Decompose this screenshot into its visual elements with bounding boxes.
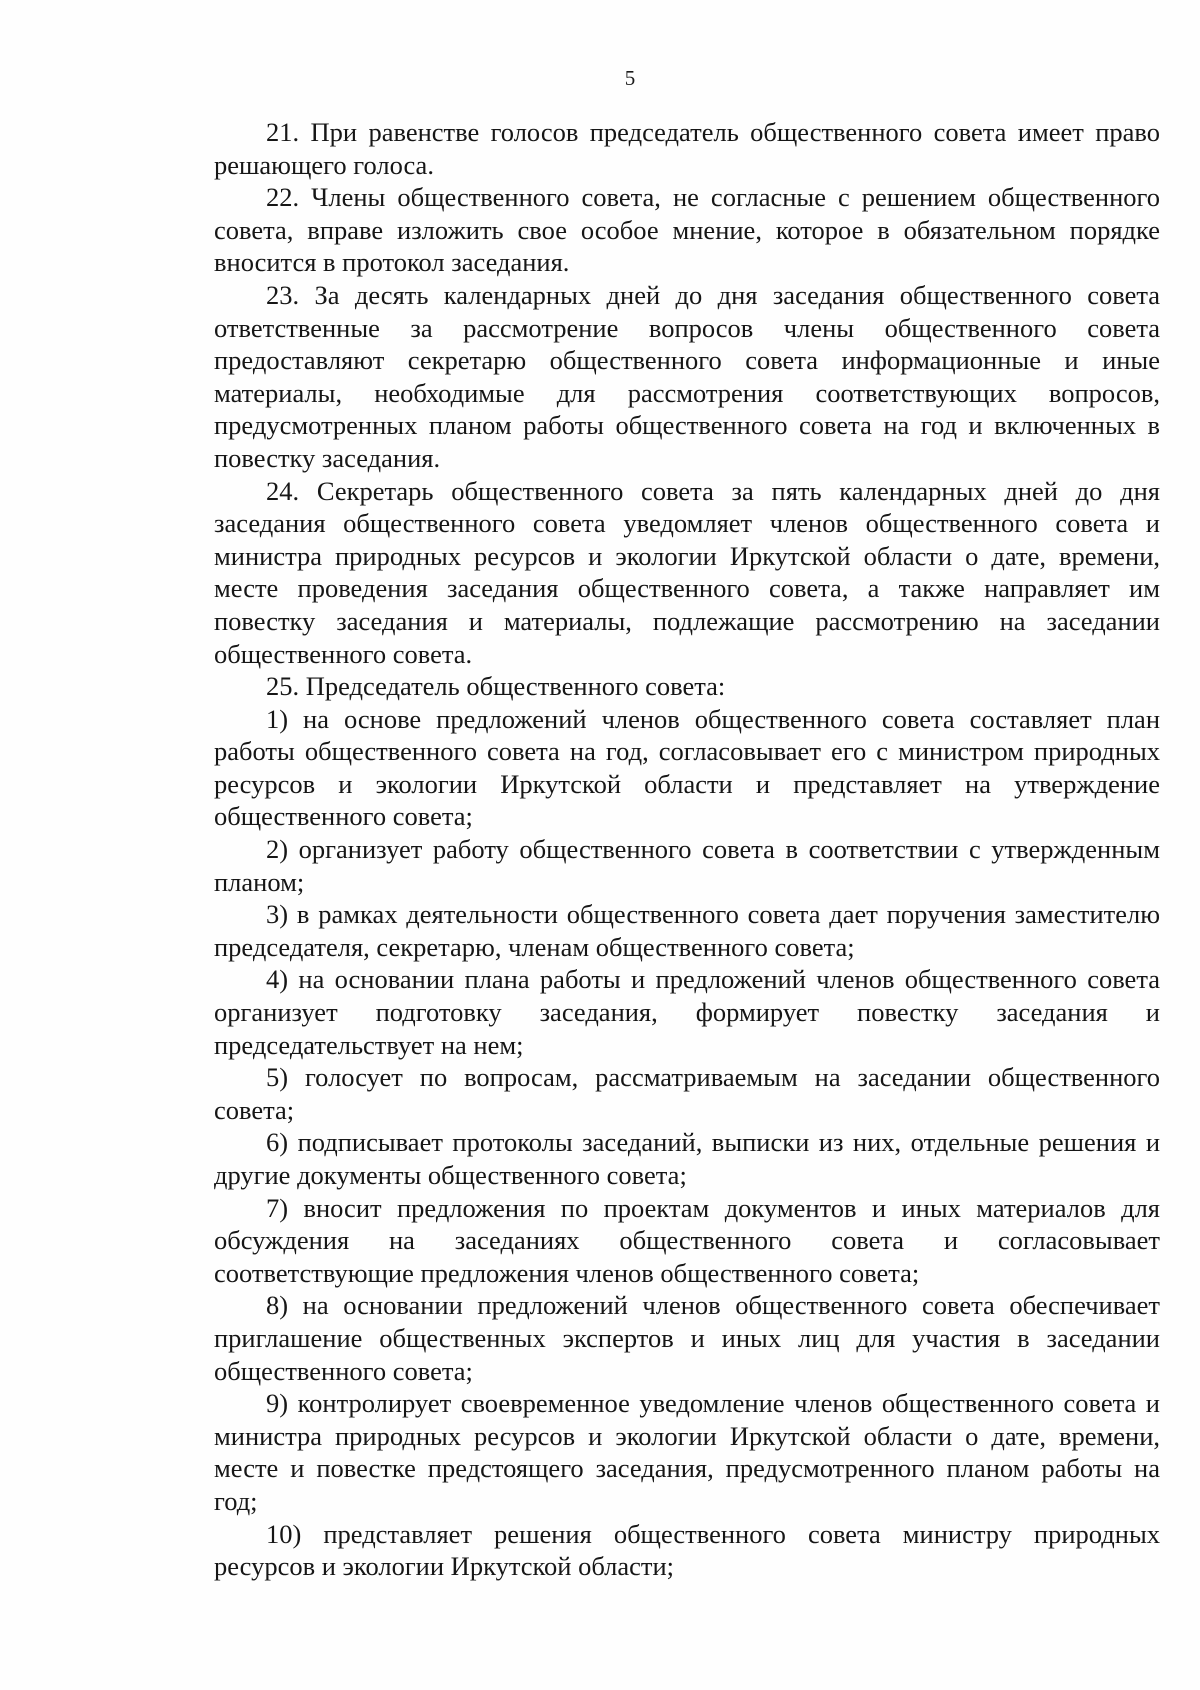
list-item-9: 9) контролирует своевременное уведомление членов общественного совета и министра природных ресурсов и экологии Иркутской области о дате, времени, месте и повестке предстоящего заседания, предусмотренного планом работы на год; [214, 1388, 1160, 1516]
list-item-8: 8) на основании предложений членов общественного совета обеспечивает приглашение общественных экспертов и иных лиц для участия в заседании общественного совета; [214, 1290, 1160, 1386]
paragraph-22: 22. Члены общественного совета, не согласные с решением общественного совета, вправе изложить свое особое мнение, которое в обязательном порядке вносится в протокол заседания. [214, 182, 1160, 278]
list-item-10: 10) представляет решения общественного совета министру природных ресурсов и экологии Иркутской области; [214, 1518, 1160, 1582]
paragraph-21: 21. При равенстве голосов председатель общественного совета имеет право решающего голоса. [214, 117, 1160, 180]
list-item-6: 6) подписывает протоколы заседаний, выписки из них, отдельные решения и другие документы общественного совета; [214, 1127, 1160, 1190]
document-body [214, 116, 1160, 1583]
list-item-2: 2) организует работу общественного совета в соответствии с утвержденным планом; [214, 834, 1160, 897]
paragraph-23: 23. За десять календарных дней до дня заседания общественного совета ответственные за рассмотрение вопросов члены общественного совета предоставляют секретарю общественного совета информационные и иные материалы, необходимые для рассмотрения соответствующих вопросов, предусмотренных планом работы общественного совета на год и включенных в повестку заседания. [214, 279, 1160, 473]
paragraph-25: 25. Председатель общественного совета: [266, 671, 726, 702]
list-item-3: 3) в рамках деятельности общественного совета дает поручения заместителю председателя, секретарю, членам общественного совета; [214, 899, 1160, 962]
list-item-1: 1) на основе предложений членов общественного совета составляет план работы общественного совета на год, согласовывает его с министром природных ресурсов и экологии Иркутской области и представляет на утверждение общественного совета; [214, 703, 1160, 832]
list-item-7: 7) вносит предложения по проектам документов и иных материалов для обсуждения на заседаниях общественного совета и согласовывает соответствующие предложения членов общественного совета; [214, 1192, 1160, 1288]
page-number: 5 [624, 66, 636, 90]
list-item-5: 5) голосует по вопросам, рассматриваемым на заседании общественного совета; [214, 1062, 1160, 1125]
list-item-4: 4) на основании плана работы и предложений членов общественного совета организует подготовку заседания, формирует повестку заседания и председательствует на нем; [214, 964, 1160, 1060]
paragraph-24: 24. Секретарь общественного совета за пять календарных дней до дня заседания общественного совета уведомляет членов общественного совета и министра природных ресурсов и экологии Иркутской области о дате, времени, месте проведения заседания общественного совета, а также направляет им повестку заседания и материалы, подлежащие рассмотрению на заседании общественного совета. [214, 475, 1160, 669]
